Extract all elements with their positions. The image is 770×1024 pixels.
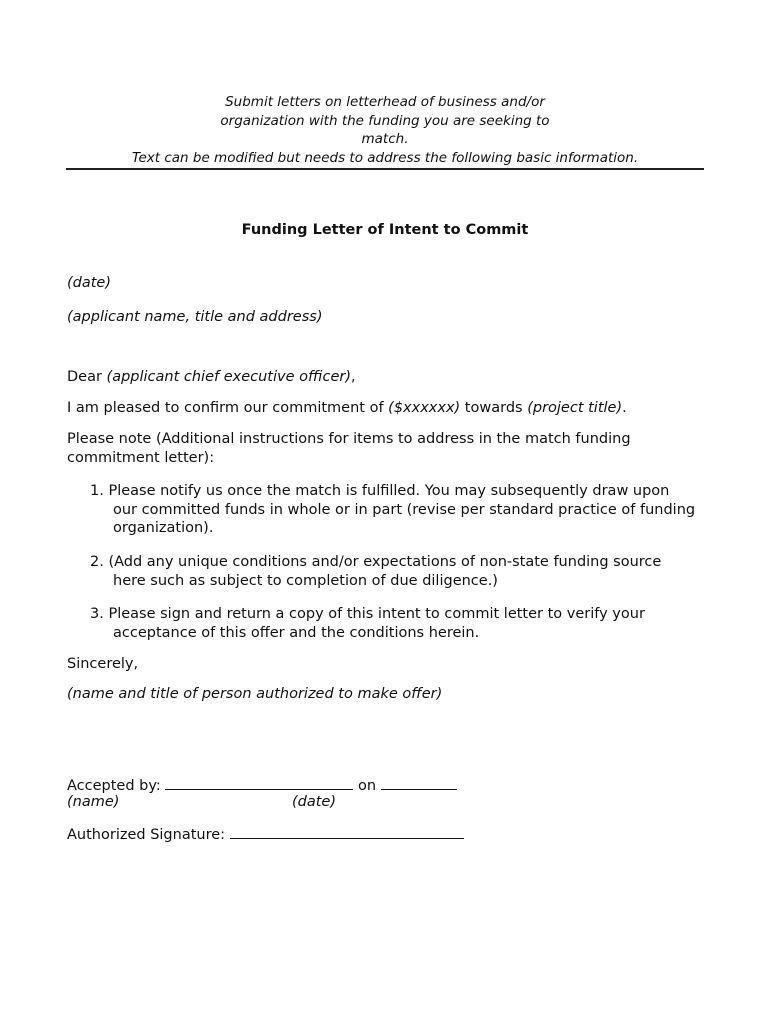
please-note: Please note (Additional instructions for items to address in the match funding commitment letter): — [67, 431, 631, 466]
project-title-placeholder: (project title) — [527, 400, 623, 416]
commitment-prefix: I am pleased to confirm our commitment of — [67, 400, 389, 416]
letter-title: Funding Letter of Intent to Commit — [241, 222, 529, 238]
accepted-name-blank[interactable] — [165, 775, 353, 790]
name-caption: (name) — [67, 794, 120, 810]
salutation-placeholder: (applicant chief executive officer) — [106, 369, 352, 385]
signature-blank[interactable] — [230, 824, 464, 839]
instruction-line-1: Submit letters on letterhead of business and/or organization with the funding you are seeking to match. — [220, 94, 550, 147]
applicant-placeholder: (applicant name, title and address) — [67, 309, 323, 325]
salutation-prefix: Dear — [67, 369, 107, 385]
closing: Sincerely, — [67, 656, 139, 672]
list-item — [90, 482, 705, 538]
accepted-by-label: Accepted by: — [67, 778, 166, 794]
list-item — [90, 605, 705, 642]
salutation-suffix: , — [351, 369, 356, 385]
authorized-signature-line — [67, 824, 464, 845]
list-item-first-line: 3. Please sign and return a copy of this intent to commit letter to verify your — [90, 606, 645, 622]
authorized-signature-label: Authorized Signature: — [67, 827, 230, 843]
date-caption: (date) — [292, 794, 337, 810]
accepted-date-blank[interactable] — [381, 775, 457, 790]
list-item-first-line: 2. (Add any unique conditions and/or expectations of non-state funding source — [90, 554, 662, 570]
list-item-continuation: our committed funds in whole or in part (revise per standard practice of funding organization). — [113, 501, 696, 536]
signer-placeholder: (name and title of person authorized to make offer) — [67, 686, 443, 702]
date-placeholder: (date) — [67, 275, 112, 291]
accepted-on-label: on — [353, 778, 381, 794]
commitment-suffix: . — [622, 400, 627, 416]
list-item-continuation: acceptance of this offer and the conditions herein. — [113, 624, 480, 641]
list-item-continuation: here such as subject to completion of due diligence.) — [113, 572, 498, 589]
header-divider — [66, 168, 704, 170]
list-item-first-line: 1. Please notify us once the match is fulfilled. You may subsequently draw upon — [90, 483, 670, 499]
commitment-middle: towards — [460, 400, 528, 416]
list-item — [90, 553, 705, 590]
commitment-amount: ($xxxxxx) — [388, 400, 461, 416]
commitment-sentence — [67, 399, 627, 418]
instruction-line-2: Text can be modified but needs to address the following basic information. — [131, 149, 639, 166]
salutation — [67, 368, 356, 387]
accepted-by-line — [67, 775, 457, 796]
instruction-note — [66, 93, 704, 167]
